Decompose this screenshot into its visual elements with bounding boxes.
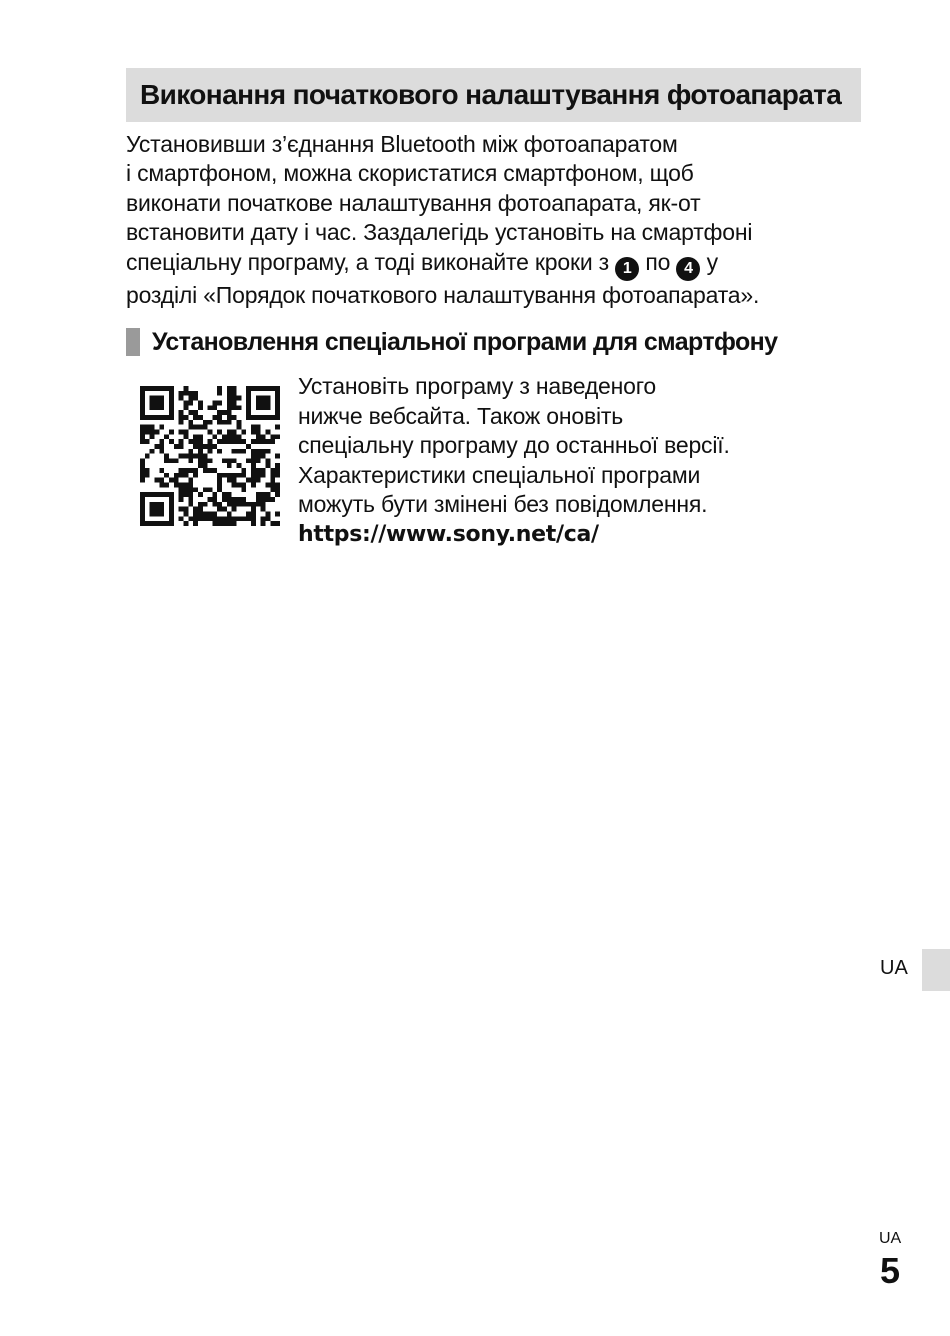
section-title bbox=[126, 68, 861, 122]
page-number: 5 bbox=[880, 1250, 901, 1291]
step-1-badge: 1 bbox=[615, 257, 639, 281]
language-tab-label: UA bbox=[880, 957, 908, 979]
footer-language: UA bbox=[879, 1230, 902, 1247]
section-title-text: Виконання початкового налаштування фотоапарата bbox=[140, 79, 842, 110]
language-tab-marker bbox=[922, 949, 950, 991]
app-install-text bbox=[298, 372, 838, 550]
qr-code-icon bbox=[140, 386, 280, 526]
intro-paragraph bbox=[126, 130, 876, 310]
intro-line: виконати початкове налаштування фотоапарата, як-от bbox=[126, 189, 701, 216]
subsection-title bbox=[126, 326, 777, 358]
intro-text: спеціальну програму, а тоді виконайте кроки з bbox=[126, 248, 616, 275]
intro-text: у bbox=[700, 248, 718, 275]
intro-text: по bbox=[639, 248, 677, 275]
intro-line: встановити дату і час. Заздалегідь установіть на смартфоні bbox=[126, 219, 753, 246]
app-text-line: Характеристики спеціальної програми bbox=[298, 461, 701, 488]
subsection-marker bbox=[126, 328, 140, 356]
app-url-link[interactable]: https://www.sony.net/ca/ bbox=[298, 521, 599, 547]
app-text-line: спеціальну програму до останньої версії. bbox=[298, 432, 730, 459]
app-text-line: нижче вебсайта. Також оновіть bbox=[298, 402, 624, 429]
intro-line: і смартфоном, можна скористатися смартфоном, щоб bbox=[126, 160, 694, 187]
step-4-badge: 4 bbox=[676, 257, 700, 281]
subsection-title-text: Установлення спеціальної програми для смартфону bbox=[152, 327, 778, 356]
intro-line: Установивши з’єднання Bluetooth між фотоапаратом bbox=[126, 131, 678, 157]
intro-line: розділі «Порядок початкового налаштування фотоапарата». bbox=[126, 281, 760, 308]
app-text-line: можуть бути змінені без повідомлення. bbox=[298, 491, 708, 518]
app-text-line: Установіть програму з наведеного bbox=[298, 373, 656, 399]
intro-line bbox=[126, 248, 876, 281]
